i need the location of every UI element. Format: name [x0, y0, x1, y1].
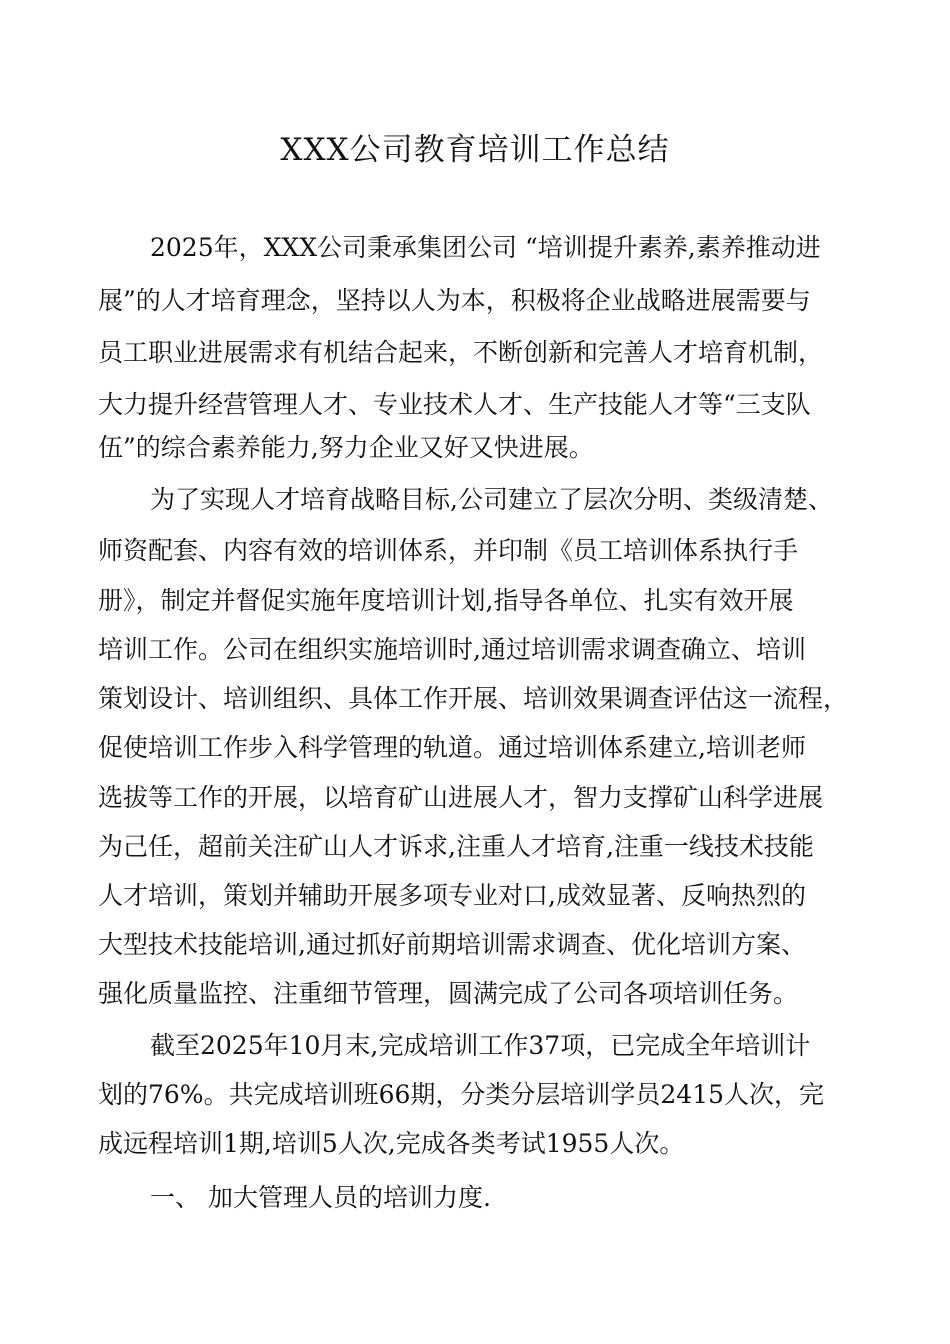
- paragraph-2-line-1: 为了实现人才培育战略目标,公司建立了层次分明、类级清楚、: [150, 485, 833, 514]
- paragraph-2-line-7: 选拔等工作的开展，以培育矿山进展人才，智力支撑矿山科学进展: [98, 783, 824, 812]
- paragraph-2-line-3: 册》，制定并督促实施年度培训计划,指导各单位、扎实有效开展: [98, 586, 794, 615]
- paragraph-2-line-5: 策划设计、培训组织、具体工作开展、培训效果调查评估这一流程，: [98, 684, 849, 713]
- paragraph-2-line-9: 人才培训，策划并辅助开展多项专业对口,成效显著、反响热烈的: [98, 881, 806, 910]
- paragraph-2-line-8: 为己任，超前关注矿山人才诉求,注重人才培育,注重一线技术技能: [98, 832, 814, 861]
- paragraph-2-line-2: 师资配套、内容有效的培训体系，并印制《员工培训体系执行手: [98, 536, 799, 565]
- paragraph-1-line-5: 伍”的综合素养能力,努力企业又好又快进展。: [98, 433, 594, 462]
- paragraph-1-line-2: 展”的人才培育理念，坚持以人为本，积极将企业战略进展需要与: [98, 286, 811, 315]
- paragraph-2-line-11: 强化质量监控、注重细节管理，圆满完成了公司各项培训任务。: [98, 979, 799, 1008]
- paragraph-2-line-6: 促使培训工作步入科学管理的轨道。通过培训体系建立,培训老师: [98, 733, 806, 762]
- paragraph-3-line-1: 截至2025年10月末,完成培训工作37项，已完成全年培训计: [150, 1031, 811, 1060]
- paragraph-1-line-3: 员工职业进展需求有机结合起来，不断创新和完善人才培育机制，: [98, 338, 824, 367]
- document-title: XXX公司教育培训工作总结: [280, 132, 670, 168]
- paragraph-3-line-2: 划的76%。共完成培训班66期，分类分层培训学员2415人次，完: [98, 1080, 825, 1109]
- paragraph-1-line-4: 大力提升经营管理人才、专业技术人才、生产技能人才等“三支队: [98, 390, 811, 419]
- section-heading-1: 一、 加大管理人员的培训力度.: [150, 1183, 491, 1212]
- paragraph-2-line-4: 培训工作。公司在组织实施培训时,通过培训需求调查确立、培训: [98, 635, 806, 664]
- paragraph-3-line-3: 成远程培训1期,培训5人次,完成各类考试1955人次。: [98, 1129, 685, 1158]
- paragraph-2-line-10: 大型技术技能培训,通过抓好前期培训需求调查、优化培训方案、: [98, 930, 806, 959]
- paragraph-1-line-1: 2025年，XXX公司秉承集团公司 “培训提升素养,素养推动进: [150, 233, 821, 262]
